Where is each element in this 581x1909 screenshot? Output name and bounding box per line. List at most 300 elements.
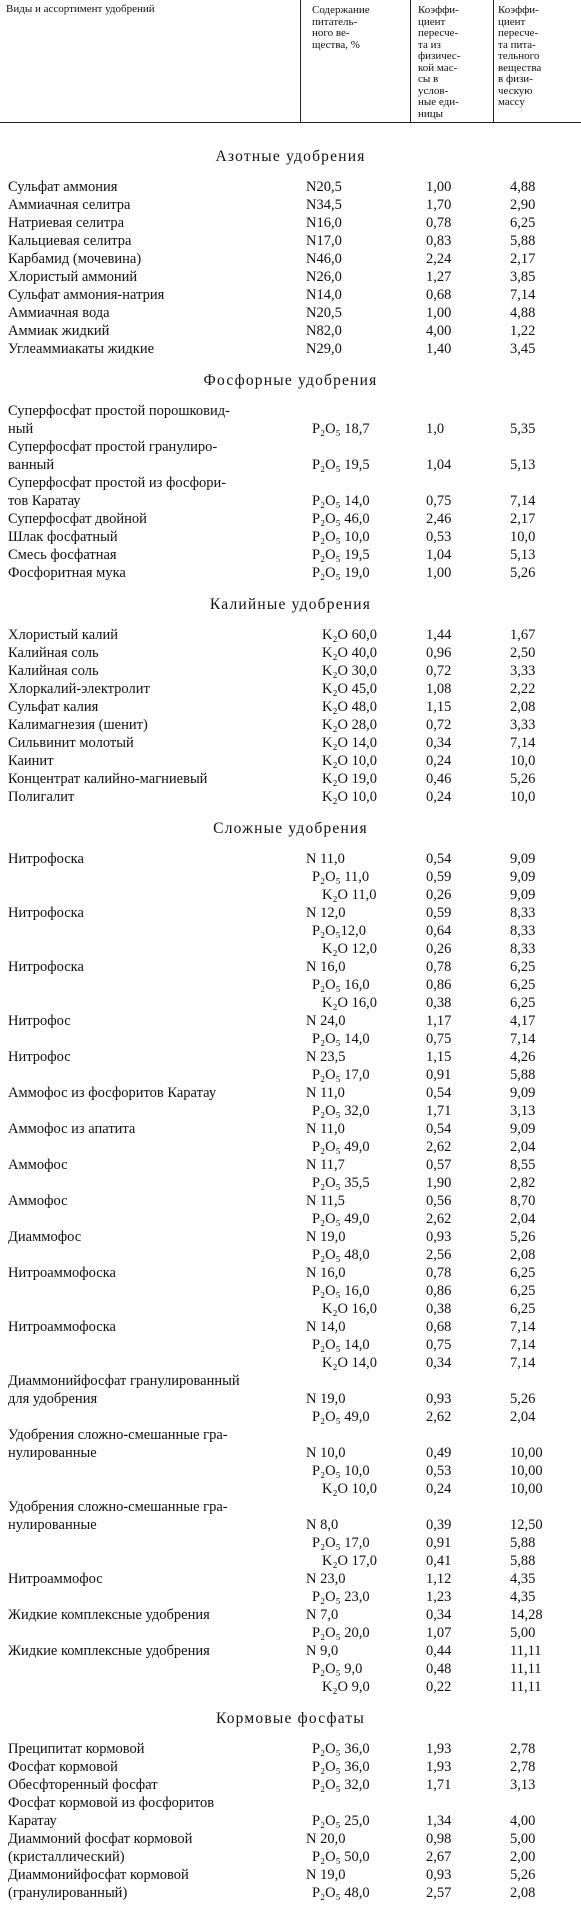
coef-physical-to-conventional: 2,57 bbox=[426, 1885, 452, 1901]
coef-nutrient-to-physical: 10,0 bbox=[510, 529, 536, 545]
table-row bbox=[0, 1300, 581, 1318]
nutrient-content: K₂O 12,0 bbox=[322, 941, 377, 957]
coef-physical-to-conventional: 0,49 bbox=[426, 1445, 452, 1461]
header-col-coef-physical-line: циент bbox=[418, 15, 446, 28]
coef-nutrient-to-physical: 7,14 bbox=[510, 493, 536, 509]
coef-nutrient-to-physical: 5,13 bbox=[510, 457, 536, 473]
nutrient-content: P₂O₅ 32,0 bbox=[312, 1777, 370, 1793]
table-row bbox=[0, 1866, 581, 1884]
fertilizer-name: Нитроаммофос bbox=[8, 1571, 103, 1587]
coef-nutrient-to-physical: 7,14 bbox=[510, 1355, 536, 1371]
table-row bbox=[0, 734, 581, 752]
fertilizer-name: Суперфосфат простой из фосфори- bbox=[8, 475, 227, 491]
table-row bbox=[0, 402, 581, 420]
coef-nutrient-to-physical: 4,88 bbox=[510, 179, 536, 195]
nutrient-content: K₂O 28,0 bbox=[322, 717, 377, 733]
coef-nutrient-to-physical: 11,11 bbox=[510, 1679, 542, 1695]
coef-nutrient-to-physical: 5,26 bbox=[510, 1867, 536, 1883]
coef-physical-to-conventional: 0,24 bbox=[426, 789, 452, 805]
table-row bbox=[0, 1084, 581, 1102]
table-row bbox=[0, 958, 581, 976]
coef-physical-to-conventional: 0,75 bbox=[426, 1337, 452, 1353]
table-row bbox=[0, 770, 581, 788]
coef-nutrient-to-physical: 1,67 bbox=[510, 627, 536, 643]
coef-nutrient-to-physical: 10,00 bbox=[510, 1445, 543, 1461]
coef-physical-to-conventional: 0,91 bbox=[426, 1535, 452, 1551]
table-row bbox=[0, 1102, 581, 1120]
coef-physical-to-conventional: 0,46 bbox=[426, 771, 452, 787]
table-row bbox=[0, 662, 581, 680]
coef-physical-to-conventional: 0,86 bbox=[426, 1283, 452, 1299]
coef-physical-to-conventional: 4,00 bbox=[426, 323, 452, 339]
fertilizer-name: Суперфосфат простой порошковид- bbox=[8, 403, 230, 419]
nutrient-content: P₂O₅ 17,0 bbox=[312, 1535, 370, 1551]
nutrient-content: N14,0 bbox=[306, 287, 342, 303]
nutrient-content: K₂O 48,0 bbox=[322, 699, 377, 715]
table-row bbox=[0, 546, 581, 564]
nutrient-content: N29,0 bbox=[306, 341, 342, 357]
fertilizer-name: Нитроаммофоска bbox=[8, 1265, 116, 1281]
nutrient-content: P₂O₅ 36,0 bbox=[312, 1759, 370, 1775]
coef-nutrient-to-physical: 12,50 bbox=[510, 1517, 543, 1533]
nutrient-content: N 20,0 bbox=[306, 1831, 346, 1847]
coef-physical-to-conventional: 0,75 bbox=[426, 493, 452, 509]
coef-nutrient-to-physical: 5,88 bbox=[510, 1553, 536, 1569]
table-row bbox=[0, 196, 581, 214]
coef-nutrient-to-physical: 2,78 bbox=[510, 1759, 536, 1775]
nutrient-content: K₂O 16,0 bbox=[322, 1301, 377, 1317]
coef-nutrient-to-physical: 4,17 bbox=[510, 1013, 536, 1029]
fertilizer-name: Диаммонийфосфат гранулированный bbox=[8, 1373, 240, 1389]
coef-physical-to-conventional: 0,72 bbox=[426, 663, 452, 679]
fertilizer-name: (кристаллический) bbox=[8, 1849, 125, 1865]
nutrient-content: P₂O₅ 18,7 bbox=[312, 421, 370, 437]
coef-physical-to-conventional: 1,70 bbox=[426, 197, 452, 213]
table-row bbox=[0, 1318, 581, 1336]
nutrient-content: P₂O₅ 48,0 bbox=[312, 1885, 370, 1901]
table-row bbox=[0, 1534, 581, 1552]
coef-physical-to-conventional: 1,17 bbox=[426, 1013, 452, 1029]
coef-nutrient-to-physical: 8,33 bbox=[510, 923, 536, 939]
coef-nutrient-to-physical: 9,09 bbox=[510, 869, 536, 885]
nutrient-content: P₂O₅ 17,0 bbox=[312, 1067, 370, 1083]
coef-nutrient-to-physical: 7,14 bbox=[510, 1319, 536, 1335]
coef-nutrient-to-physical: 6,25 bbox=[510, 1301, 536, 1317]
table-row bbox=[0, 922, 581, 940]
header-col-coef-physical-line: ницы bbox=[418, 107, 444, 120]
coef-physical-to-conventional: 0,38 bbox=[426, 1301, 452, 1317]
nutrient-content: P₂O₅ 36,0 bbox=[312, 1741, 370, 1757]
nutrient-content: P₂O₅ 32,0 bbox=[312, 1103, 370, 1119]
coef-physical-to-conventional: 1,04 bbox=[426, 547, 452, 563]
fertilizer-name: Суперфосфат двойной bbox=[8, 511, 147, 527]
table-row bbox=[0, 528, 581, 546]
fertilizer-name: Углеаммиакаты жидкие bbox=[8, 341, 155, 357]
coef-nutrient-to-physical: 3,33 bbox=[510, 663, 536, 679]
header-col-coef-nutrient-line: тельного bbox=[498, 50, 540, 62]
table-row bbox=[0, 250, 581, 268]
coef-physical-to-conventional: 1,93 bbox=[426, 1759, 452, 1775]
fertilizer-name: Калийная соль bbox=[8, 663, 99, 679]
header-col-coef-nutrient-line: та пита- bbox=[498, 38, 536, 51]
nutrient-content: K₂O 45,0 bbox=[322, 681, 377, 697]
section-title: Сложные удобрения bbox=[213, 820, 368, 837]
coef-physical-to-conventional: 0,54 bbox=[426, 851, 452, 867]
coef-physical-to-conventional: 1,0 bbox=[426, 421, 445, 437]
nutrient-content: P₂O₅ 46,0 bbox=[312, 511, 370, 527]
coef-physical-to-conventional: 0,59 bbox=[426, 905, 452, 921]
coef-physical-to-conventional: 1,12 bbox=[426, 1571, 452, 1587]
coef-nutrient-to-physical: 9,09 bbox=[510, 1085, 536, 1101]
coef-physical-to-conventional: 1,15 bbox=[426, 1049, 452, 1065]
coef-physical-to-conventional: 1,07 bbox=[426, 1625, 452, 1641]
nutrient-content: P₂O₅ 14,0 bbox=[312, 493, 370, 509]
table-row bbox=[0, 644, 581, 662]
coef-nutrient-to-physical: 10,00 bbox=[510, 1463, 543, 1479]
coef-physical-to-conventional: 0,24 bbox=[426, 1481, 452, 1497]
table-row bbox=[0, 1848, 581, 1866]
coef-nutrient-to-physical: 6,25 bbox=[510, 1283, 536, 1299]
nutrient-content: N16,0 bbox=[306, 215, 342, 231]
table-row bbox=[0, 1210, 581, 1228]
coef-physical-to-conventional: 0,53 bbox=[426, 529, 452, 545]
table-row bbox=[0, 340, 581, 358]
header-col-content-line: Содержание bbox=[312, 4, 370, 16]
table-row bbox=[0, 1408, 581, 1426]
coef-physical-to-conventional: 2,62 bbox=[426, 1409, 452, 1425]
fertilizer-name: тов Каратау bbox=[8, 493, 81, 509]
nutrient-content: P₂O₅ 10,0 bbox=[312, 1463, 370, 1479]
coef-nutrient-to-physical: 2,78 bbox=[510, 1741, 536, 1757]
coef-physical-to-conventional: 0,34 bbox=[426, 1607, 452, 1623]
header-col-coef-physical-line: пересче- bbox=[418, 27, 459, 39]
coef-physical-to-conventional: 0,68 bbox=[426, 1319, 452, 1335]
nutrient-content: N 11,0 bbox=[306, 851, 345, 867]
table-row bbox=[0, 1516, 581, 1534]
table-row bbox=[0, 940, 581, 958]
table-row bbox=[0, 1462, 581, 1480]
header-col-coef-physical-line: Коэффи- bbox=[418, 4, 459, 16]
header-divider bbox=[493, 0, 494, 122]
table-row bbox=[0, 1678, 581, 1696]
nutrient-content: P₂O₅ 19,5 bbox=[312, 457, 370, 473]
header-col-content-line: питатель- bbox=[312, 15, 358, 28]
coef-nutrient-to-physical: 9,09 bbox=[510, 851, 536, 867]
header-col-coef-nutrient-line: ческую bbox=[498, 84, 533, 97]
coef-physical-to-conventional: 0,34 bbox=[426, 735, 452, 751]
table-row bbox=[0, 1030, 581, 1048]
table-row bbox=[0, 1588, 581, 1606]
coef-nutrient-to-physical: 5,88 bbox=[510, 233, 536, 249]
fertilizer-name: Аммофос bbox=[8, 1193, 68, 1209]
table-row bbox=[0, 1246, 581, 1264]
nutrient-content: P₂O₅ 25,0 bbox=[312, 1813, 370, 1829]
coef-nutrient-to-physical: 11,11 bbox=[510, 1661, 542, 1677]
table-row bbox=[0, 1794, 581, 1812]
table-row bbox=[0, 716, 581, 734]
fertilizer-name: Обесфторенный фосфат bbox=[8, 1777, 158, 1793]
header-col-coef-nutrient-line: пересче- bbox=[498, 27, 539, 39]
table-row bbox=[0, 1444, 581, 1462]
nutrient-content: N26,0 bbox=[306, 269, 342, 285]
coef-physical-to-conventional: 0,54 bbox=[426, 1121, 452, 1137]
fertilizer-name: Аммиачная селитра bbox=[8, 197, 131, 213]
coef-nutrient-to-physical: 9,09 bbox=[510, 887, 536, 903]
coef-nutrient-to-physical: 3,13 bbox=[510, 1103, 536, 1119]
fertilizer-name: Полигалит bbox=[8, 789, 75, 805]
table-row bbox=[0, 1012, 581, 1030]
coef-physical-to-conventional: 0,44 bbox=[426, 1643, 452, 1659]
fertilizer-name: Жидкие комплексные удобрения bbox=[8, 1607, 210, 1623]
coef-physical-to-conventional: 1,40 bbox=[426, 341, 452, 357]
table-row bbox=[0, 1192, 581, 1210]
table-row bbox=[0, 1660, 581, 1678]
table-row bbox=[0, 1758, 581, 1776]
table-row bbox=[0, 904, 581, 922]
fertilizer-name: Фосфоритная мука bbox=[8, 565, 126, 581]
table-row bbox=[0, 492, 581, 510]
coef-nutrient-to-physical: 5,35 bbox=[510, 421, 536, 437]
coef-physical-to-conventional: 0,96 bbox=[426, 645, 452, 661]
table-row bbox=[0, 1480, 581, 1498]
coef-nutrient-to-physical: 2,04 bbox=[510, 1211, 536, 1227]
coef-nutrient-to-physical: 2,17 bbox=[510, 251, 536, 267]
coef-nutrient-to-physical: 8,55 bbox=[510, 1157, 536, 1173]
coef-physical-to-conventional: 0,56 bbox=[426, 1193, 452, 1209]
table-row bbox=[0, 994, 581, 1012]
coef-physical-to-conventional: 0,38 bbox=[426, 995, 452, 1011]
coef-physical-to-conventional: 0,91 bbox=[426, 1067, 452, 1083]
coef-nutrient-to-physical: 2,08 bbox=[510, 699, 536, 715]
table-row bbox=[0, 1372, 581, 1390]
coef-nutrient-to-physical: 2,50 bbox=[510, 645, 536, 661]
fertilizer-name: Аммиак жидкий bbox=[8, 323, 110, 339]
nutrient-content: P₂O₅ 9,0 bbox=[312, 1661, 363, 1677]
coef-nutrient-to-physical: 5,26 bbox=[510, 565, 536, 581]
coef-nutrient-to-physical: 5,88 bbox=[510, 1067, 536, 1083]
fertilizer-name: для удобрения bbox=[8, 1391, 98, 1407]
fertilizer-name: Карбамид (мочевина) bbox=[8, 251, 142, 267]
nutrient-content: N 12,0 bbox=[306, 905, 346, 921]
nutrient-content: N 19,0 bbox=[306, 1229, 346, 1245]
table-row bbox=[0, 1740, 581, 1758]
fertilizer-name: Концентрат калийно-магниевый bbox=[8, 771, 208, 787]
fertilizer-name: Кальциевая селитра bbox=[8, 233, 132, 249]
coef-nutrient-to-physical: 2,90 bbox=[510, 197, 536, 213]
coef-nutrient-to-physical: 6,25 bbox=[510, 959, 536, 975]
table-row bbox=[0, 698, 581, 716]
section-title: Фосфорные удобрения bbox=[203, 372, 378, 389]
coef-physical-to-conventional: 0,64 bbox=[426, 923, 452, 939]
nutrient-content: N 10,0 bbox=[306, 1445, 346, 1461]
fertilizer-name: Нитрофос bbox=[8, 1013, 71, 1029]
header-col-coef-physical-line: сы в bbox=[418, 73, 439, 85]
nutrient-content: K₂O 11,0 bbox=[322, 887, 377, 903]
nutrient-content: P₂O₅ 49,0 bbox=[312, 1409, 370, 1425]
table-row bbox=[0, 214, 581, 232]
table-row bbox=[0, 1066, 581, 1084]
table-row bbox=[0, 1156, 581, 1174]
nutrient-content: P₂O₅ 16,0 bbox=[312, 1283, 370, 1299]
table-row bbox=[0, 1048, 581, 1066]
coef-physical-to-conventional: 2,46 bbox=[426, 511, 452, 527]
coef-nutrient-to-physical: 2,00 bbox=[510, 1849, 536, 1865]
nutrient-content: N 24,0 bbox=[306, 1013, 346, 1029]
fertilizer-name: Нитрофоска bbox=[8, 905, 84, 921]
coef-nutrient-to-physical: 6,25 bbox=[510, 995, 536, 1011]
nutrient-content: N 16,0 bbox=[306, 1265, 346, 1281]
fertilizer-name: Фосфат кормовой из фосфоритов bbox=[8, 1795, 215, 1811]
header-col-coef-physical-line: физичес- bbox=[418, 50, 461, 62]
coef-nutrient-to-physical: 8,33 bbox=[510, 905, 536, 921]
coef-physical-to-conventional: 0,78 bbox=[426, 959, 452, 975]
table-row bbox=[0, 1570, 581, 1588]
coef-physical-to-conventional: 0,57 bbox=[426, 1157, 452, 1173]
coef-physical-to-conventional: 0,83 bbox=[426, 233, 452, 249]
coef-physical-to-conventional: 0,78 bbox=[426, 1265, 452, 1281]
coef-physical-to-conventional: 0,93 bbox=[426, 1391, 452, 1407]
fertilizer-name: Калийная соль bbox=[8, 645, 99, 661]
table-row bbox=[0, 178, 581, 196]
nutrient-content: N 8,0 bbox=[306, 1517, 339, 1533]
fertilizer-name: Удобрения сложно-смешанные гра- bbox=[8, 1499, 228, 1515]
fertilizer-name: Сульфат аммония bbox=[8, 179, 118, 195]
fertilizer-name: нулированные bbox=[8, 1517, 97, 1533]
nutrient-content: P₂O₅ 48,0 bbox=[312, 1247, 370, 1263]
fertilizer-name: Диаммофос bbox=[8, 1229, 82, 1245]
coef-physical-to-conventional: 2,62 bbox=[426, 1139, 452, 1155]
coef-physical-to-conventional: 0,93 bbox=[426, 1229, 452, 1245]
coef-physical-to-conventional: 0,34 bbox=[426, 1355, 452, 1371]
coef-physical-to-conventional: 2,24 bbox=[426, 251, 452, 267]
nutrient-content: P₂O₅ 10,0 bbox=[312, 529, 370, 545]
fertilizer-name: Аммофос bbox=[8, 1157, 68, 1173]
fertilizer-name: Хлористый калий bbox=[8, 627, 119, 643]
nutrient-content: P₂O₅ 11,0 bbox=[312, 869, 370, 885]
coef-physical-to-conventional: 1,23 bbox=[426, 1589, 452, 1605]
header-col-coef-nutrient-line: Коэффи- bbox=[498, 4, 539, 16]
header-col-coef-nutrient-line: в физи- bbox=[498, 73, 533, 85]
coef-nutrient-to-physical: 7,14 bbox=[510, 1337, 536, 1353]
table-row bbox=[0, 1282, 581, 1300]
table-row bbox=[0, 1120, 581, 1138]
coef-nutrient-to-physical: 1,22 bbox=[510, 323, 536, 339]
table-row bbox=[0, 1552, 581, 1570]
fertilizer-name: Сильвинит молотый bbox=[8, 735, 134, 751]
nutrient-content: N 9,0 bbox=[306, 1643, 339, 1659]
fertilizer-name: Хлористый аммоний bbox=[8, 269, 138, 285]
section-title: Азотные удобрения bbox=[215, 148, 366, 165]
table-row bbox=[0, 1884, 581, 1902]
table-row bbox=[0, 1776, 581, 1794]
fertilizer-name: Преципитат кормовой bbox=[8, 1741, 145, 1757]
table-row bbox=[0, 510, 581, 528]
nutrient-content: P₂O₅ 14,0 bbox=[312, 1031, 370, 1047]
table-row bbox=[0, 1426, 581, 1444]
coef-nutrient-to-physical: 4,88 bbox=[510, 305, 536, 321]
coef-nutrient-to-physical: 4,00 bbox=[510, 1813, 536, 1829]
nutrient-content: K₂O 14,0 bbox=[322, 1355, 377, 1371]
coef-physical-to-conventional: 1,44 bbox=[426, 627, 452, 643]
nutrient-content: N20,5 bbox=[306, 179, 342, 195]
coef-nutrient-to-physical: 5,13 bbox=[510, 547, 536, 563]
coef-nutrient-to-physical: 4,26 bbox=[510, 1049, 536, 1065]
fertilizer-name: Жидкие комплексные удобрения bbox=[8, 1643, 210, 1659]
nutrient-content: N 11,0 bbox=[306, 1121, 345, 1137]
table-row bbox=[0, 438, 581, 456]
coef-physical-to-conventional: 0,72 bbox=[426, 717, 452, 733]
table-row bbox=[0, 1606, 581, 1624]
fertilizer-name: Каинит bbox=[8, 753, 54, 769]
table-row bbox=[0, 1354, 581, 1372]
table-row bbox=[0, 1812, 581, 1830]
fertilizer-name: (гранулированный) bbox=[8, 1885, 128, 1901]
coef-nutrient-to-physical: 7,14 bbox=[510, 287, 536, 303]
fertilizer-name: ванный bbox=[8, 457, 55, 473]
table-row bbox=[0, 886, 581, 904]
table-row bbox=[0, 268, 581, 286]
nutrient-content: N 14,0 bbox=[306, 1319, 346, 1335]
nutrient-content: N17,0 bbox=[306, 233, 342, 249]
coef-physical-to-conventional: 0,48 bbox=[426, 1661, 452, 1677]
coef-physical-to-conventional: 0,93 bbox=[426, 1867, 452, 1883]
header-col-name: Виды и ассортимент удобрений bbox=[6, 3, 155, 15]
header-col-coef-physical-line: ные еди- bbox=[418, 96, 459, 108]
nutrient-content: N20,5 bbox=[306, 305, 342, 321]
coef-nutrient-to-physical: 2,82 bbox=[510, 1175, 536, 1191]
section-title: Калийные удобрения bbox=[209, 596, 372, 613]
fertilizer-name: Аммофос из фосфоритов Каратау bbox=[8, 1085, 217, 1101]
table-row bbox=[0, 1642, 581, 1660]
table-row bbox=[0, 474, 581, 492]
coef-physical-to-conventional: 2,67 bbox=[426, 1849, 452, 1865]
nutrient-content: P₂O₅12,0 bbox=[312, 923, 367, 939]
coef-physical-to-conventional: 1,71 bbox=[426, 1103, 452, 1119]
coef-physical-to-conventional: 0,86 bbox=[426, 977, 452, 993]
nutrient-content: P₂O₅ 35,5 bbox=[312, 1175, 370, 1191]
coef-nutrient-to-physical: 10,0 bbox=[510, 789, 536, 805]
nutrient-content: P₂O₅ 20,0 bbox=[312, 1625, 370, 1641]
fertilizer-name: Сульфат калия bbox=[8, 699, 99, 715]
coef-physical-to-conventional: 1,04 bbox=[426, 457, 452, 473]
nutrient-content: P₂O₅ 19,0 bbox=[312, 565, 370, 581]
header-col-coef-nutrient-line: массу bbox=[498, 96, 525, 108]
coef-physical-to-conventional: 1,27 bbox=[426, 269, 452, 285]
nutrient-content: P₂O₅ 49,0 bbox=[312, 1211, 370, 1227]
nutrient-content: K₂O 10,0 bbox=[322, 789, 377, 805]
nutrient-content: K₂O 60,0 bbox=[322, 627, 377, 643]
coef-nutrient-to-physical: 6,25 bbox=[510, 1265, 536, 1281]
nutrient-content: K₂O 30,0 bbox=[322, 663, 377, 679]
coef-nutrient-to-physical: 6,25 bbox=[510, 977, 536, 993]
coef-nutrient-to-physical: 4,35 bbox=[510, 1571, 536, 1587]
coef-nutrient-to-physical: 10,0 bbox=[510, 753, 536, 769]
coef-physical-to-conventional: 2,56 bbox=[426, 1247, 452, 1263]
coef-nutrient-to-physical: 2,04 bbox=[510, 1409, 536, 1425]
coef-nutrient-to-physical: 5,26 bbox=[510, 1391, 536, 1407]
fertilizer-name: Нитроаммофоска bbox=[8, 1319, 116, 1335]
table-row bbox=[0, 1624, 581, 1642]
coef-physical-to-conventional: 0,26 bbox=[426, 941, 452, 957]
header-bottom-rule bbox=[0, 122, 581, 123]
nutrient-content: K₂O 9,0 bbox=[322, 1679, 370, 1695]
section-title: Кормовые фосфаты bbox=[215, 1710, 366, 1727]
header-col-content-line: щества, % bbox=[312, 38, 360, 51]
coef-physical-to-conventional: 1,00 bbox=[426, 305, 452, 321]
fertilizer-name: Диаммоний фосфат кормовой bbox=[8, 1831, 193, 1847]
table-row bbox=[0, 868, 581, 886]
fertilizer-name: Нитрофоска bbox=[8, 851, 84, 867]
